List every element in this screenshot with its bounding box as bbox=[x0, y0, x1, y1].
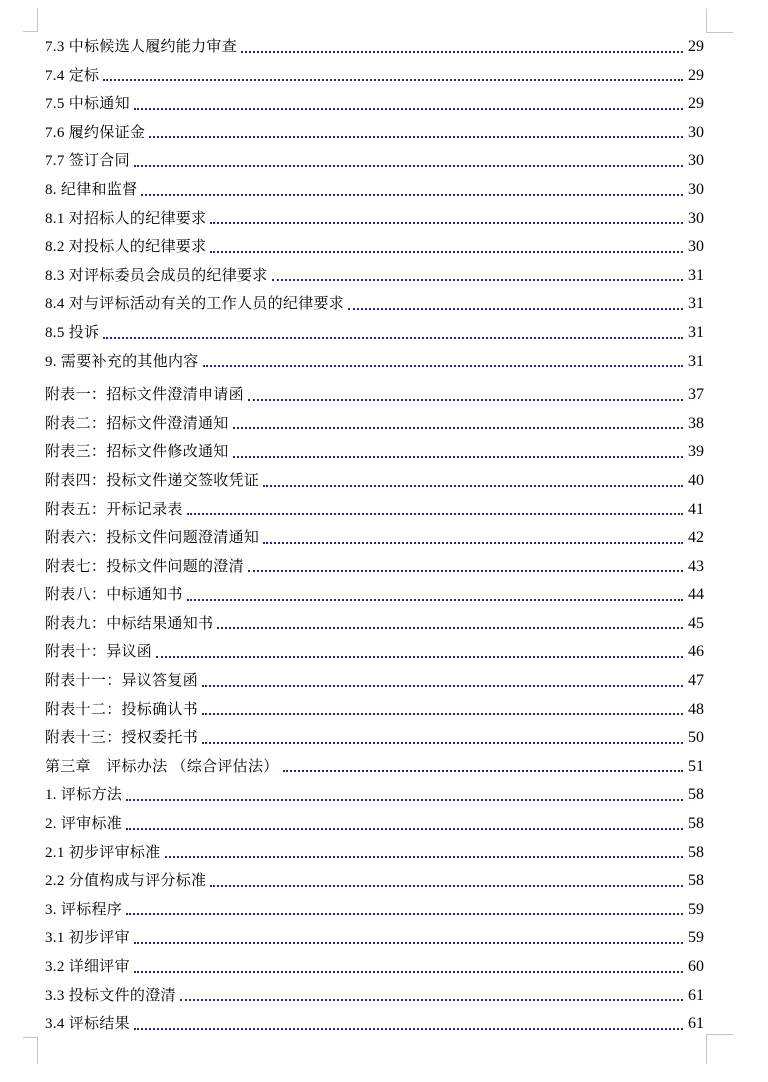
table-of-contents bbox=[45, 33, 704, 1039]
toc-entry[interactable] bbox=[45, 90, 704, 119]
toc-entry[interactable] bbox=[45, 1010, 704, 1039]
toc-entry-page-number: 40 bbox=[688, 471, 704, 489]
toc-entry-title: 3.3 投标文件的澄清 bbox=[45, 987, 176, 1004]
dot-leader bbox=[210, 233, 683, 253]
toc-entry-title: 7.5 中标通知 bbox=[45, 96, 130, 113]
dot-leader bbox=[241, 33, 683, 53]
dot-leader bbox=[263, 467, 683, 487]
toc-entry[interactable] bbox=[45, 147, 704, 176]
toc-entry-title: 3.1 初步评审 bbox=[45, 930, 130, 947]
toc-entry-title: 附表二：招标文件澄清通知 bbox=[45, 415, 229, 432]
toc-entry-title: 2. 评审标准 bbox=[45, 816, 123, 833]
toc-entry-title: 7.7 签订合同 bbox=[45, 153, 130, 170]
toc-entry[interactable] bbox=[45, 924, 704, 953]
dot-leader bbox=[203, 348, 683, 368]
toc-entry-page-number: 60 bbox=[688, 958, 704, 975]
toc-entry[interactable] bbox=[45, 119, 704, 148]
toc-entry-title: 8.2 对投标人的纪律要求 bbox=[45, 239, 207, 256]
dot-leader bbox=[248, 381, 683, 401]
toc-entry-page-number: 48 bbox=[688, 700, 704, 718]
toc-entry[interactable] bbox=[45, 982, 704, 1011]
dot-leader bbox=[217, 610, 683, 630]
toc-entry-page-number: 29 bbox=[688, 66, 704, 84]
toc-entry-title: 8.3 对评标委员会成员的纪律要求 bbox=[45, 267, 268, 284]
toc-entry-title: 附表十二：投标确认书 bbox=[45, 701, 199, 718]
dot-leader bbox=[283, 753, 683, 773]
toc-entry[interactable] bbox=[45, 610, 704, 639]
toc-entry[interactable] bbox=[45, 696, 704, 725]
toc-entry-page-number: 31 bbox=[688, 266, 704, 284]
dot-leader bbox=[233, 438, 683, 458]
toc-entry[interactable] bbox=[45, 581, 704, 610]
toc-entry-page-number: 42 bbox=[688, 529, 704, 547]
toc-entry[interactable] bbox=[45, 410, 704, 439]
toc-entry[interactable] bbox=[45, 496, 704, 525]
dot-leader bbox=[263, 524, 683, 544]
toc-entry-page-number: 58 bbox=[688, 843, 704, 861]
page-margin-mark-bottom-left bbox=[23, 1037, 38, 1064]
toc-entry-page-number: 46 bbox=[688, 643, 704, 661]
dot-leader bbox=[233, 410, 683, 430]
toc-entry[interactable] bbox=[45, 262, 704, 291]
toc-entry-page-number: 58 bbox=[688, 786, 704, 804]
toc-entry-title: 8.1 对招标人的纪律要求 bbox=[45, 210, 207, 227]
toc-entry[interactable] bbox=[45, 438, 704, 467]
toc-entry-page-number: 39 bbox=[688, 443, 704, 461]
toc-entry-title: 8. 纪律和监督 bbox=[45, 181, 138, 198]
toc-entry[interactable] bbox=[45, 348, 704, 377]
toc-entry[interactable] bbox=[45, 467, 704, 496]
toc-entry-title: 1. 评标方法 bbox=[45, 787, 123, 804]
page-margin-mark-bottom-right bbox=[706, 1034, 733, 1064]
toc-entry[interactable] bbox=[45, 319, 704, 348]
toc-entry-title: 附表三：招标文件修改通知 bbox=[45, 444, 229, 461]
dot-leader bbox=[156, 638, 683, 658]
toc-entry-page-number: 59 bbox=[688, 929, 704, 947]
dot-leader bbox=[210, 205, 683, 225]
toc-entry[interactable] bbox=[45, 62, 704, 91]
toc-entry-title: 附表八：中标通知书 bbox=[45, 587, 183, 604]
toc-entry-title: 附表九：中标结果通知书 bbox=[45, 615, 214, 632]
page-margin-mark-top-right bbox=[706, 9, 733, 33]
toc-entry-page-number: 30 bbox=[688, 238, 704, 256]
toc-entry-title: 8.5 投诉 bbox=[45, 324, 100, 341]
toc-entry-page-number: 58 bbox=[688, 815, 704, 833]
toc-entry-page-number: 58 bbox=[688, 872, 704, 890]
toc-entry[interactable] bbox=[45, 753, 704, 782]
toc-entry-title: 3.4 评标结果 bbox=[45, 1016, 130, 1033]
toc-entry[interactable] bbox=[45, 638, 704, 667]
dot-leader bbox=[149, 119, 683, 139]
dot-leader bbox=[187, 496, 683, 516]
dot-leader bbox=[248, 553, 683, 573]
page-margin-mark-top-left bbox=[23, 8, 38, 32]
toc-entry[interactable] bbox=[45, 724, 704, 753]
toc-entry-title: 附表十：异议函 bbox=[45, 644, 153, 661]
toc-entry-title: 附表七：投标文件问题的澄清 bbox=[45, 558, 244, 575]
toc-entry[interactable] bbox=[45, 33, 704, 62]
toc-entry-page-number: 59 bbox=[688, 900, 704, 918]
dot-leader bbox=[348, 290, 683, 310]
dot-leader bbox=[187, 581, 683, 601]
toc-entry[interactable] bbox=[45, 233, 704, 262]
toc-entry-page-number: 31 bbox=[688, 323, 704, 341]
toc-entry-page-number: 44 bbox=[688, 586, 704, 604]
dot-leader bbox=[134, 90, 683, 110]
toc-entry-page-number: 50 bbox=[688, 729, 704, 747]
toc-entry[interactable] bbox=[45, 290, 704, 319]
toc-entry-page-number: 30 bbox=[688, 152, 704, 170]
toc-entry-title: 附表五：开标记录表 bbox=[45, 501, 183, 518]
toc-entry-page-number: 29 bbox=[688, 38, 704, 55]
toc-entry-page-number: 51 bbox=[688, 757, 704, 775]
toc-entry-title: 7.4 定标 bbox=[45, 67, 100, 84]
toc-entry-page-number: 45 bbox=[688, 614, 704, 632]
dot-leader bbox=[202, 696, 683, 716]
dot-leader bbox=[134, 1010, 683, 1030]
dot-leader bbox=[141, 176, 683, 196]
toc-entry-title: 附表十三：授权委托书 bbox=[45, 730, 199, 747]
toc-entry[interactable] bbox=[45, 810, 704, 839]
toc-entry-page-number: 37 bbox=[688, 386, 704, 404]
dot-leader bbox=[126, 810, 683, 830]
dot-leader bbox=[134, 147, 683, 167]
dot-leader bbox=[134, 953, 683, 973]
toc-entry-page-number: 31 bbox=[688, 295, 704, 313]
toc-entry-page-number: 30 bbox=[688, 123, 704, 141]
toc-entry-page-number: 29 bbox=[688, 95, 704, 113]
toc-entry-title: 8.4 对与评标活动有关的工作人员的纪律要求 bbox=[45, 296, 345, 313]
toc-entry-title: 第三章 评标办法 （综合评估法） bbox=[45, 758, 279, 775]
toc-entry[interactable] bbox=[45, 781, 704, 810]
dot-leader bbox=[202, 724, 683, 744]
toc-entry-title: 2.1 初步评审标准 bbox=[45, 844, 161, 861]
toc-entry-page-number: 30 bbox=[688, 209, 704, 227]
toc-entry-title: 3.2 详细评审 bbox=[45, 959, 130, 975]
dot-leader bbox=[103, 62, 683, 82]
toc-entry-page-number: 31 bbox=[688, 352, 704, 370]
toc-entry-title: 7.6 履约保证金 bbox=[45, 124, 146, 141]
dot-leader bbox=[103, 319, 683, 339]
dot-leader bbox=[180, 982, 683, 1002]
toc-entry-title: 附表十一：异议答复函 bbox=[45, 673, 199, 690]
dot-leader bbox=[134, 924, 683, 944]
toc-entry-page-number: 30 bbox=[688, 180, 704, 198]
toc-entry[interactable] bbox=[45, 381, 704, 410]
dot-leader bbox=[202, 667, 683, 687]
toc-entry-page-number: 43 bbox=[688, 557, 704, 575]
dot-leader bbox=[165, 839, 683, 859]
toc-entry[interactable] bbox=[45, 953, 704, 982]
dot-leader bbox=[126, 781, 683, 801]
toc-entry-title: 7.3 中标候选人履约能力审查 bbox=[45, 39, 238, 55]
toc-entry-page-number: 61 bbox=[688, 1015, 704, 1033]
toc-entry-title: 附表四：投标文件递交签收凭证 bbox=[45, 472, 260, 489]
toc-entry-page-number: 47 bbox=[688, 672, 704, 690]
toc-entry[interactable] bbox=[45, 176, 704, 205]
toc-entry-title: 2.2 分值构成与评分标准 bbox=[45, 873, 207, 890]
toc-entry-page-number: 41 bbox=[688, 500, 704, 518]
toc-entry-title: 附表六：投标文件问题澄清通知 bbox=[45, 530, 260, 547]
dot-leader bbox=[126, 896, 683, 916]
toc-entry[interactable] bbox=[45, 896, 704, 925]
dot-leader bbox=[272, 262, 683, 282]
dot-leader bbox=[210, 867, 683, 887]
toc-entry[interactable] bbox=[45, 524, 704, 553]
toc-entry[interactable] bbox=[45, 553, 704, 582]
toc-entry[interactable] bbox=[45, 667, 704, 696]
toc-entry-page-number: 38 bbox=[688, 414, 704, 432]
toc-entry-page-number: 61 bbox=[688, 986, 704, 1004]
toc-entry-title: 附表一：招标文件澄清申请函 bbox=[45, 387, 244, 404]
toc-entry[interactable] bbox=[45, 839, 704, 868]
toc-entry[interactable] bbox=[45, 205, 704, 234]
toc-entry-title: 3. 评标程序 bbox=[45, 901, 123, 918]
toc-entry[interactable] bbox=[45, 867, 704, 896]
toc-entry-title: 9. 需要补充的其他内容 bbox=[45, 353, 199, 370]
